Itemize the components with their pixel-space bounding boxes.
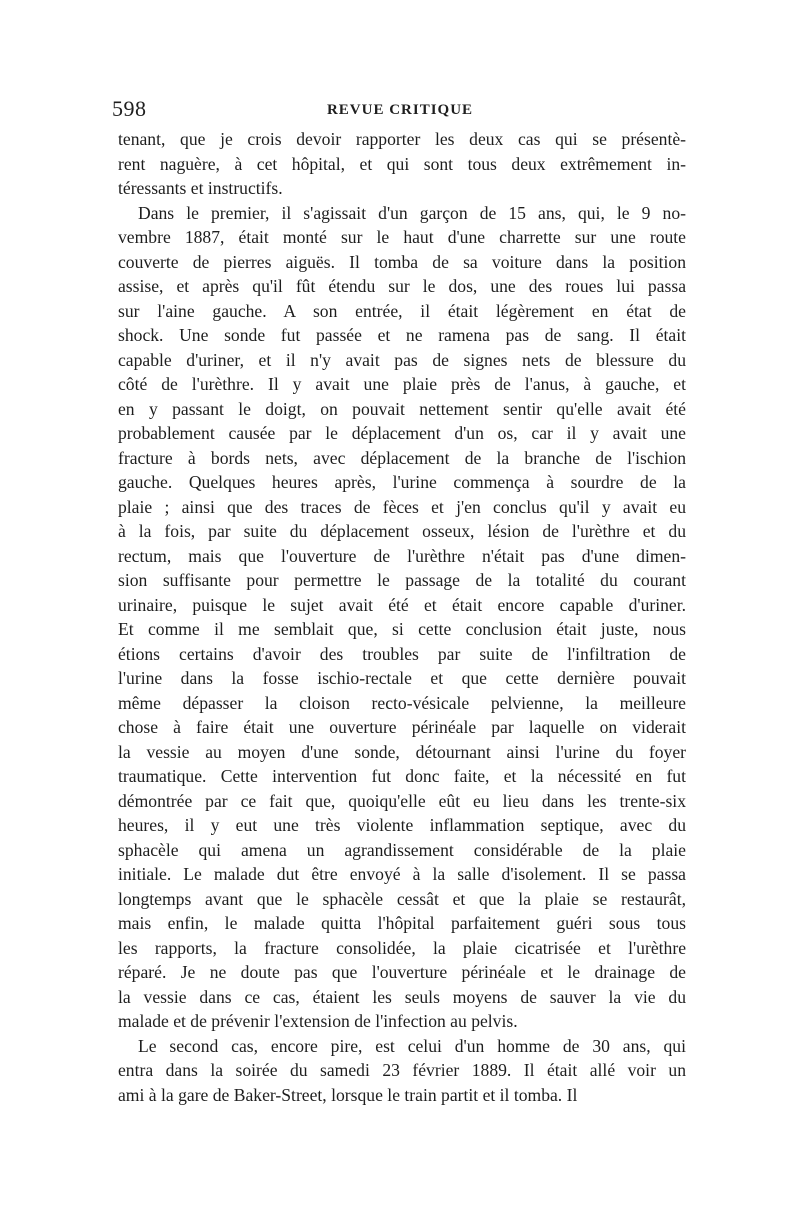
- text-line: Et comme il me semblait que, si cette conclusion était juste, nous: [118, 619, 686, 639]
- text-line: initiale. Le malade dut être envoyé à la salle d'isolement. Il se passa: [118, 864, 686, 884]
- text-line: sphacèle qui amena un agrandissement considérable de la plaie: [118, 839, 686, 860]
- text-line: la vessie dans ce cas, étaient les seuls moyens de sauver la vie du: [118, 986, 686, 1007]
- text-line: à la fois, par suite du déplacement osseux, lésion de l'urèthre et du: [118, 521, 686, 541]
- text-line: les rapports, la fracture consolidée, la plaie cicatrisée et l'urèthre: [118, 937, 686, 958]
- text-line: sur l'aine gauche. A son entrée, il était légèrement en état de: [118, 300, 686, 321]
- text-line: rent naguère, à cet hôpital, et qui sont tous deux extrêmement in-: [118, 153, 686, 174]
- text-line: en y passant le doigt, on pouvait nettement sentir qu'elle avait été: [118, 398, 686, 419]
- text-line: chose à faire était une ouverture périnéale par laquelle on viderait: [118, 717, 686, 737]
- text-line: Le second cas, encore pire, est celui d'un homme de 30 ans, qui: [138, 1035, 686, 1056]
- text-line: shock. Une sonde fut passée et ne ramena pas de sang. Il était: [118, 325, 686, 345]
- text-line: urinaire, puisque le sujet avait été et était encore capable d'uriner.: [118, 594, 686, 615]
- text-line: couverte de pierres aiguës. Il tomba de sa voiture dans la position: [118, 251, 686, 272]
- text-line: longtemps avant que le sphacèle cessât et que la plaie se restaurât,: [118, 888, 686, 909]
- text-line: traumatique. Cette intervention fut donc faite, et la nécessité en fut: [118, 766, 686, 786]
- body-text: [118, 127, 686, 1107]
- text-line: sion suffisante pour permettre le passage de la totalité du courant: [118, 570, 686, 590]
- text-line: côté de l'urèthre. Il y avait une plaie près de l'anus, à gauche, et: [118, 374, 686, 394]
- text-line: même dépasser la cloison recto-vésicale pelvienne, la meilleure: [118, 692, 686, 713]
- page-header: [112, 96, 688, 124]
- text-line: vembre 1887, était monté sur le haut d'une charrette sur une route: [118, 227, 686, 247]
- paragraph: [118, 1034, 686, 1108]
- paragraph: [118, 127, 686, 201]
- paragraph: [118, 201, 686, 1034]
- running-head: REVUE CRITIQUE: [326, 102, 474, 118]
- text-line: tenant, que je crois devoir rapporter les deux cas qui se présentè-: [118, 129, 686, 149]
- text-line: gauche. Quelques heures après, l'urine commença à sourdre de la: [118, 472, 686, 492]
- text-line: étions certains d'avoir des troubles par suite de l'infiltration de: [118, 643, 686, 664]
- text-line: entra dans la soirée du samedi 23 février 1889. Il était allé voir un: [118, 1060, 686, 1080]
- text-line: plaie ; ainsi que des traces de fèces et j'en conclus qu'il y avait eu: [118, 496, 686, 517]
- text-line: Dans le premier, il s'agissait d'un garçon de 15 ans, qui, le 9 no-: [138, 202, 686, 223]
- text-line: démontrée par ce fait que, quoiqu'elle eût eu lieu dans les trente-six: [118, 790, 686, 811]
- text-line: heures, il y eut une très violente inflammation septique, avec du: [118, 815, 686, 835]
- text-line: ami à la gare de Baker-Street, lorsque le train partit et il tomba. Il: [118, 1084, 578, 1105]
- text-line: fracture à bords nets, avec déplacement de la branche de l'ischion: [118, 447, 686, 468]
- text-line: téressants et instructifs.: [118, 178, 283, 198]
- page-number: 598: [112, 96, 147, 121]
- text-line: capable d'uriner, et il n'y avait pas de signes nets de blessure du: [118, 349, 686, 370]
- text-line: malade et de prévenir l'extension de l'infection au pelvis.: [118, 1011, 518, 1031]
- text-line: rectum, mais que l'ouverture de l'urèthre n'était pas d'une dimen-: [118, 545, 686, 566]
- text-line: l'urine dans la fosse ischio-rectale et que cette dernière pouvait: [118, 668, 686, 688]
- text-line: mais enfin, le malade quitta l'hôpital parfaitement guéri sous tous: [118, 913, 686, 933]
- text-line: probablement causée par le déplacement d'un os, car il y avait une: [118, 423, 686, 443]
- text-line: assise, et après qu'il fût étendu sur le dos, une des roues lui passa: [118, 276, 686, 296]
- text-line: la vessie au moyen d'une sonde, détournant ainsi l'urine du foyer: [118, 741, 686, 762]
- text-line: réparé. Je ne doute pas que l'ouverture périnéale et le drainage de: [118, 962, 686, 982]
